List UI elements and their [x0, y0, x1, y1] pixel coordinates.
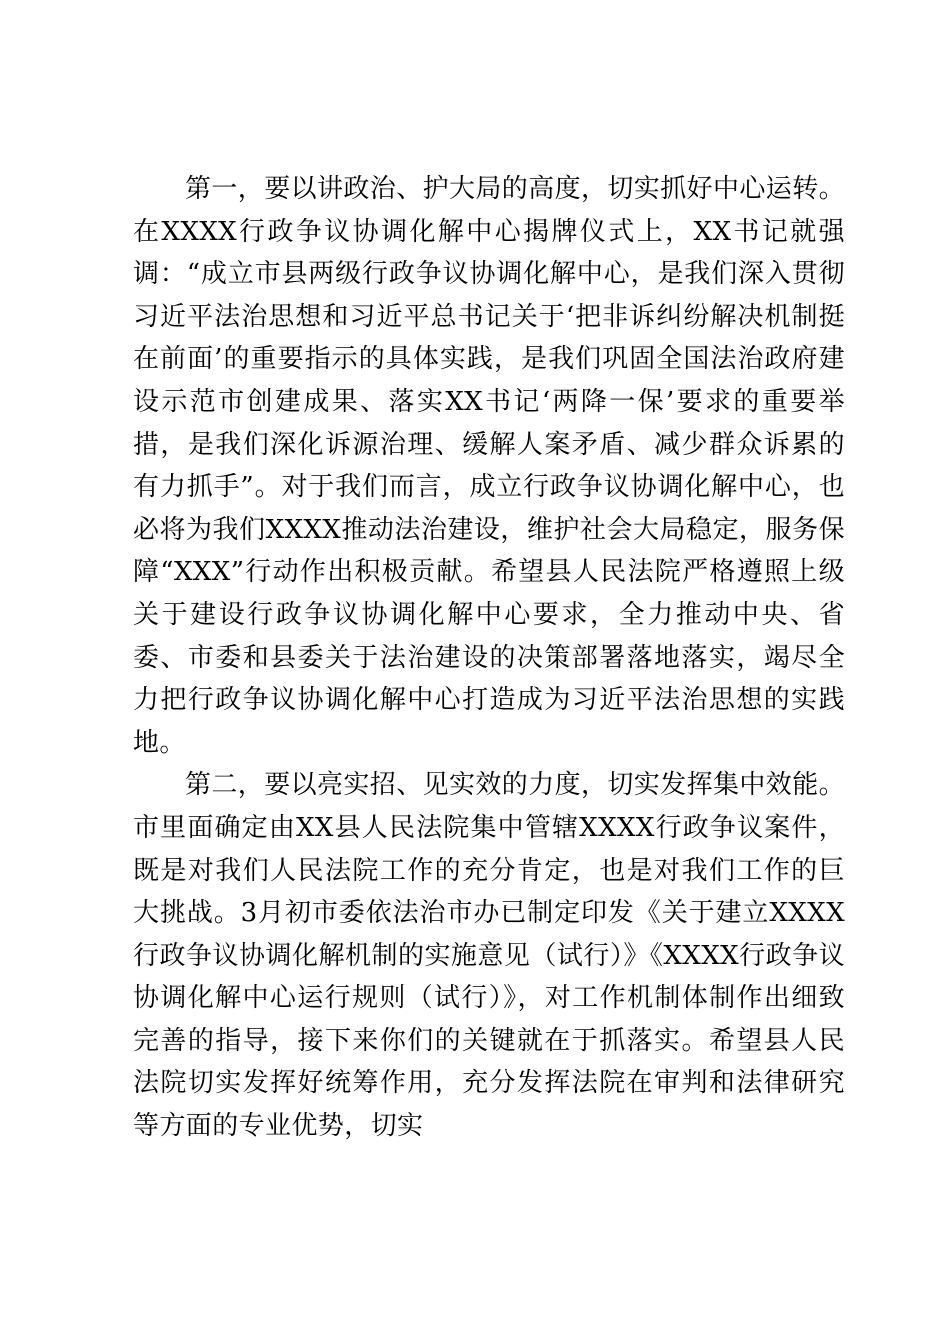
paragraph-2: 第二，要以亮实招、见实效的力度，切实发挥集中效能。市里面确定由XX县人民法院集中管辖XXXX行政争议案件，既是对我们人民法院工作的充分肯定，也是对我们工作的巨大挑战。3月初市委依法治市办已制定印发《关于建立XXXX行政争议协调化解机制的实施意见（试行）》《XXXX行政争议协调化解中心运行规则（试行）》，对工作机制体制作出细致完善的指导，接下来你们的关键就在于抓落实。希望县人民法院切实发挥好统筹作用，充分发挥法院在审判和法律研究等方面的专业优势，切实 — [133, 770, 846, 1142]
document-body — [133, 168, 845, 1148]
paragraph-1: 第一，要以讲政治、护大局的高度，切实抓好中心运转。在XXXX行政争议协调化解中心揭牌仪式上，XX书记就强调：“成立市县两级行政争议协调化解中心，是我们深入贯彻习近平法治思想和习近平总书记关于‘把非诉纠纷解决机制挺在前面’的重要指示的具体实践，是我们巩固全国法治政府建设示范市创建成果、落实XX书记‘两降一保’要求的重要举措，是我们深化诉源治理、缓解人案矛盾、减少群众诉累的有力抓手”。对于我们而言，成立行政争议协调化解中心，也必将为我们XXXX推动法治建设，维护社会大局稳定，服务保障“XXX”行动作出积极贡献。希望县人民法院严格遵照上级关于建设行政争议协调化解中心要求，全力推动中央、省委、市委和县委关于法治建设的决策部署落地落实，竭尽全力把行政争议协调化解中心打造成为习近平法治思想的实践地。 — [133, 174, 846, 758]
